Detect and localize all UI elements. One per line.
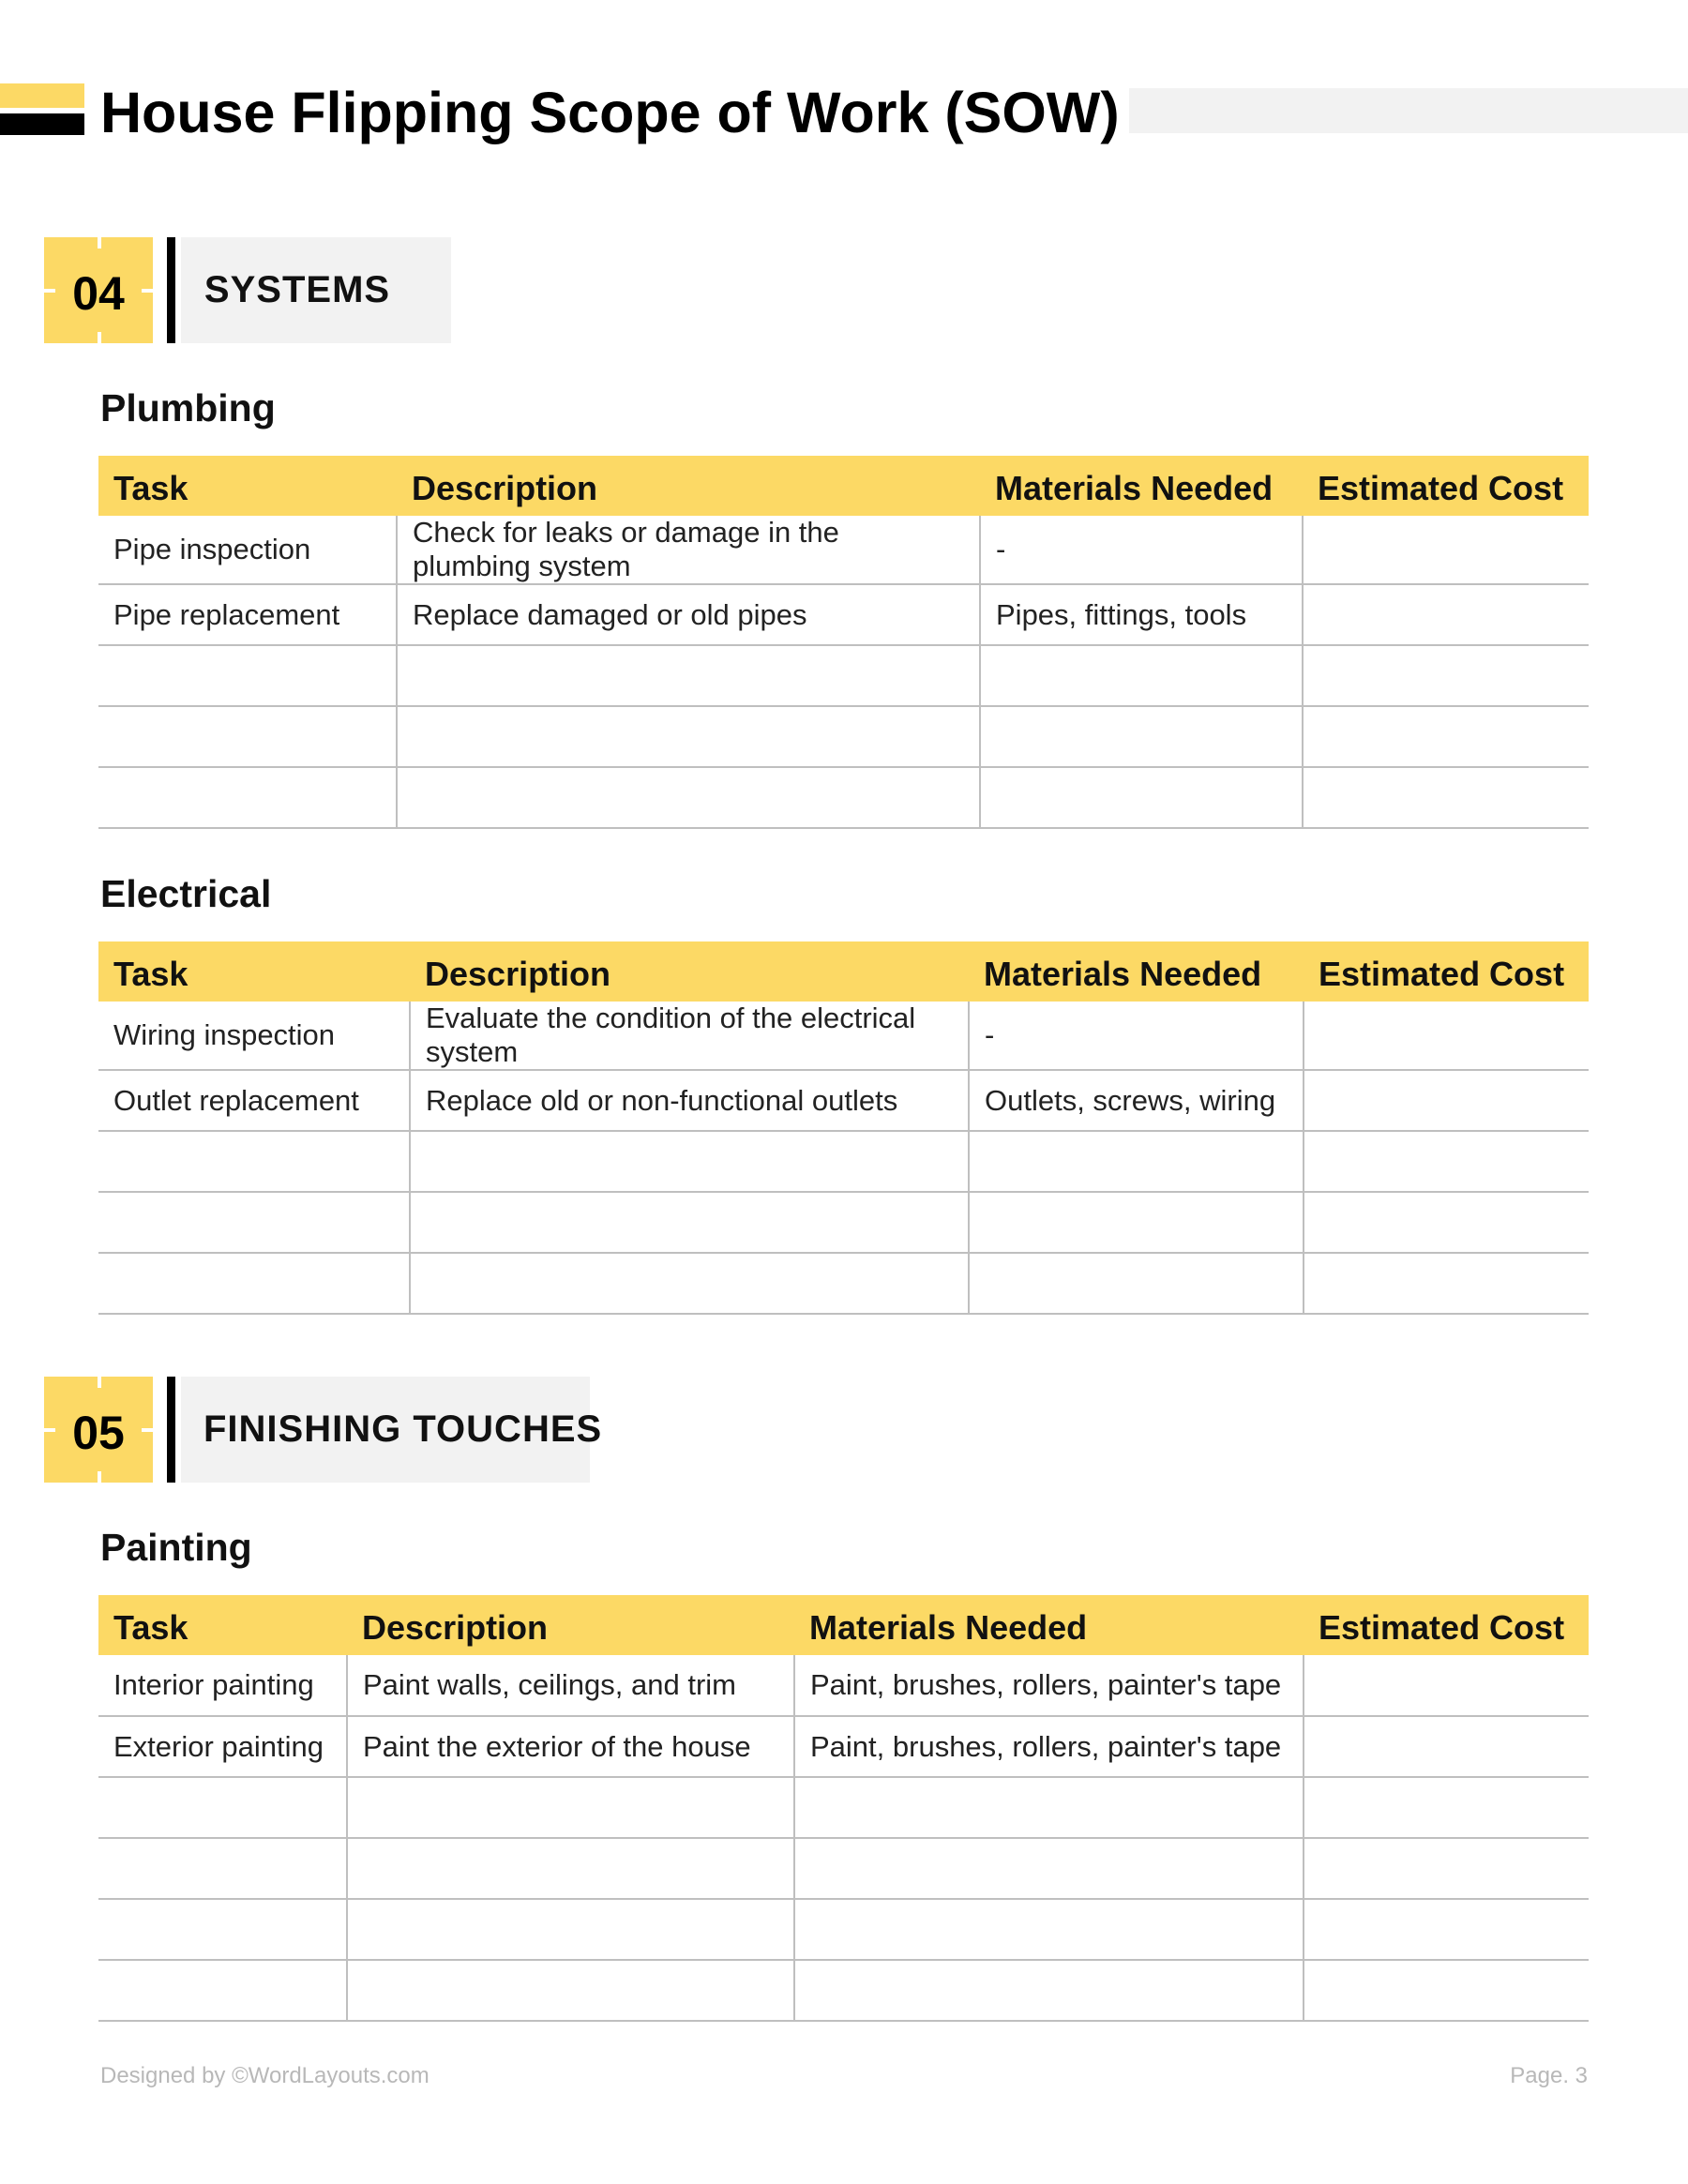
description-cell[interactable] xyxy=(347,1838,794,1899)
column-header-materials: Materials Needed xyxy=(794,1595,1304,1655)
cost-cell[interactable] xyxy=(1304,1899,1589,1960)
cost-cell[interactable] xyxy=(1304,1838,1589,1899)
cost-cell[interactable] xyxy=(1304,1777,1589,1838)
electrical-table xyxy=(98,941,1589,1315)
description-cell[interactable]: Replace damaged or old pipes xyxy=(397,584,980,645)
column-header-task: Task xyxy=(98,456,397,516)
cost-cell[interactable] xyxy=(1304,1070,1589,1131)
cost-cell[interactable] xyxy=(1303,706,1589,767)
subsection-heading-electrical: Electrical xyxy=(100,872,272,915)
materials-cell[interactable] xyxy=(794,1838,1304,1899)
table-row xyxy=(98,706,1589,767)
description-cell[interactable]: Paint the exterior of the house xyxy=(347,1716,794,1777)
task-cell[interactable] xyxy=(98,1192,410,1253)
task-cell[interactable] xyxy=(98,1253,410,1314)
task-cell[interactable]: Wiring inspection xyxy=(98,1002,410,1070)
materials-cell[interactable] xyxy=(794,1777,1304,1838)
task-cell[interactable] xyxy=(98,767,397,828)
cost-cell[interactable] xyxy=(1304,1655,1589,1716)
column-header-description: Description xyxy=(397,456,980,516)
table-row xyxy=(98,767,1589,828)
task-cell[interactable] xyxy=(98,645,397,706)
materials-cell[interactable] xyxy=(980,645,1303,706)
header-accent-black xyxy=(0,113,84,135)
task-cell[interactable]: Exterior painting xyxy=(98,1716,347,1777)
table-row xyxy=(98,645,1589,706)
description-cell[interactable]: Replace old or non-functional outlets xyxy=(410,1070,969,1131)
description-cell[interactable] xyxy=(410,1192,969,1253)
materials-cell[interactable]: - xyxy=(980,516,1303,584)
task-cell[interactable]: Outlet replacement xyxy=(98,1070,410,1131)
table-row xyxy=(98,1070,1589,1131)
description-cell[interactable] xyxy=(347,1777,794,1838)
materials-cell[interactable] xyxy=(794,1960,1304,2021)
table-header-row xyxy=(98,456,1589,516)
materials-cell[interactable]: Paint, brushes, rollers, painter's tape xyxy=(794,1716,1304,1777)
cost-cell[interactable] xyxy=(1303,645,1589,706)
description-cell[interactable] xyxy=(410,1131,969,1192)
section-divider xyxy=(167,237,175,343)
description-cell[interactable]: Check for leaks or damage in the plumbing system xyxy=(397,516,980,584)
materials-cell[interactable]: - xyxy=(969,1002,1304,1070)
section-label: SYSTEMS xyxy=(181,237,451,343)
column-header-cost: Estimated Cost xyxy=(1303,456,1589,516)
cost-cell[interactable] xyxy=(1304,1192,1589,1253)
materials-cell[interactable] xyxy=(794,1899,1304,1960)
task-cell[interactable] xyxy=(98,1838,347,1899)
table-row xyxy=(98,1655,1589,1716)
painting-table xyxy=(98,1595,1589,2022)
footer-credit: Designed by ©WordLayouts.com xyxy=(100,2063,430,2088)
task-cell[interactable] xyxy=(98,1960,347,2021)
column-header-description: Description xyxy=(410,941,969,1002)
column-header-task: Task xyxy=(98,941,410,1002)
description-cell[interactable] xyxy=(397,767,980,828)
task-cell[interactable] xyxy=(98,1899,347,1960)
table-row xyxy=(98,1716,1589,1777)
cost-cell[interactable] xyxy=(1304,1716,1589,1777)
description-cell[interactable] xyxy=(410,1253,969,1314)
table-row xyxy=(98,1899,1589,1960)
header-accent-yellow xyxy=(0,83,84,108)
cost-cell[interactable] xyxy=(1304,1253,1589,1314)
column-header-materials: Materials Needed xyxy=(980,456,1303,516)
table-row xyxy=(98,1777,1589,1838)
section-label: FINISHING TOUCHES xyxy=(181,1377,590,1483)
cost-cell[interactable] xyxy=(1303,516,1589,584)
document-title: House Flipping Scope of Work (SOW) xyxy=(100,81,1120,144)
description-cell[interactable] xyxy=(347,1960,794,2021)
table-row xyxy=(98,516,1589,584)
task-cell[interactable] xyxy=(98,706,397,767)
column-header-materials: Materials Needed xyxy=(969,941,1304,1002)
column-header-task: Task xyxy=(98,1595,347,1655)
table-header-row xyxy=(98,1595,1589,1655)
materials-cell[interactable] xyxy=(969,1131,1304,1192)
description-cell[interactable] xyxy=(397,706,980,767)
header-grey-band xyxy=(1129,88,1688,133)
column-header-cost: Estimated Cost xyxy=(1304,941,1589,1002)
materials-cell[interactable]: Pipes, fittings, tools xyxy=(980,584,1303,645)
description-cell[interactable]: Evaluate the condition of the electrical system xyxy=(410,1002,969,1070)
column-header-cost: Estimated Cost xyxy=(1304,1595,1589,1655)
materials-cell[interactable] xyxy=(980,767,1303,828)
subsection-heading-plumbing: Plumbing xyxy=(100,386,276,429)
task-cell[interactable] xyxy=(98,1777,347,1838)
section-number: 04 xyxy=(72,266,125,320)
cost-cell[interactable] xyxy=(1303,767,1589,828)
cost-cell[interactable] xyxy=(1304,1960,1589,2021)
section-divider xyxy=(167,1377,175,1483)
table-row xyxy=(98,1192,1589,1253)
subsection-heading-painting: Painting xyxy=(100,1526,252,1569)
description-cell[interactable] xyxy=(347,1899,794,1960)
materials-cell[interactable]: Paint, brushes, rollers, painter's tape xyxy=(794,1655,1304,1716)
table-row xyxy=(98,584,1589,645)
cost-cell[interactable] xyxy=(1304,1002,1589,1070)
materials-cell[interactable] xyxy=(969,1192,1304,1253)
plumbing-table xyxy=(98,456,1589,829)
section-number: 05 xyxy=(72,1406,125,1459)
materials-cell[interactable] xyxy=(969,1253,1304,1314)
table-row xyxy=(98,1253,1589,1314)
description-cell[interactable]: Paint walls, ceilings, and trim xyxy=(347,1655,794,1716)
column-header-description: Description xyxy=(347,1595,794,1655)
table-row xyxy=(98,1002,1589,1070)
description-cell[interactable] xyxy=(397,645,980,706)
task-cell[interactable]: Pipe replacement xyxy=(98,584,397,645)
materials-cell[interactable] xyxy=(980,706,1303,767)
task-cell[interactable]: Interior painting xyxy=(98,1655,347,1716)
footer-page-number: Page. 3 xyxy=(1510,2063,1588,2088)
cost-cell[interactable] xyxy=(1303,584,1589,645)
materials-cell[interactable]: Outlets, screws, wiring xyxy=(969,1070,1304,1131)
table-header-row xyxy=(98,941,1589,1002)
table-row xyxy=(98,1960,1589,2021)
cost-cell[interactable] xyxy=(1304,1131,1589,1192)
task-cell[interactable]: Pipe inspection xyxy=(98,516,397,584)
table-row xyxy=(98,1131,1589,1192)
table-row xyxy=(98,1838,1589,1899)
task-cell[interactable] xyxy=(98,1131,410,1192)
